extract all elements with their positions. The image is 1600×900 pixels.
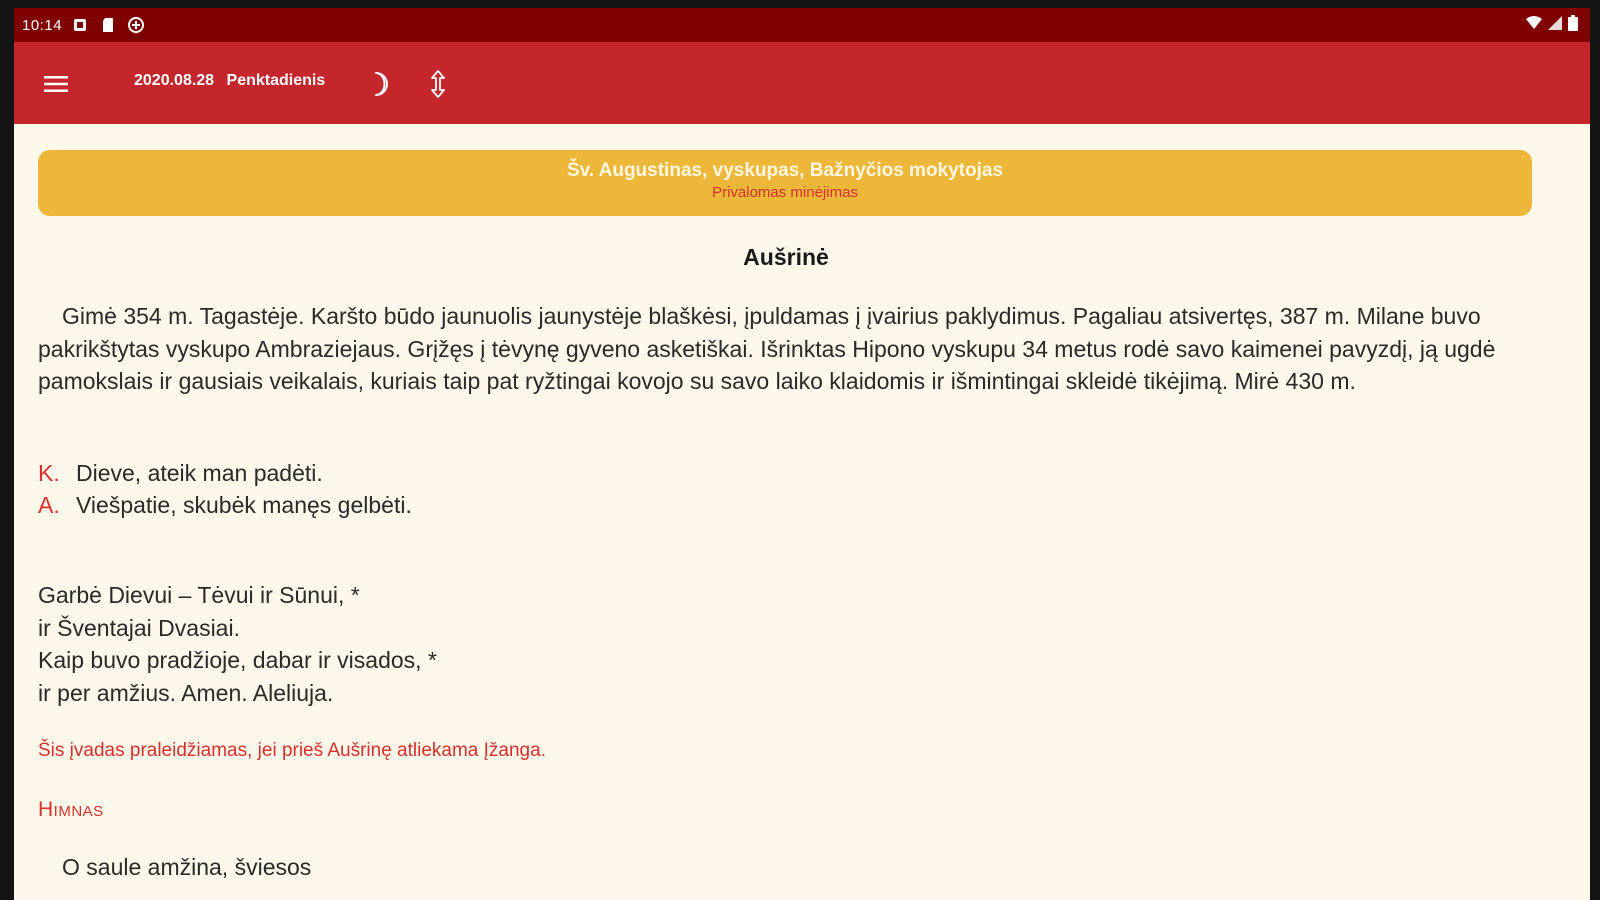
sync-icon [126, 15, 146, 35]
response-line [38, 492, 412, 519]
feast-title: Šv. Augustinas, vyskupas, Bažnyčios mokytojas [566, 160, 1004, 181]
signal-icon [1548, 16, 1562, 34]
weekday-value: Penktadienis [226, 72, 326, 89]
night-mode-button[interactable] [362, 64, 402, 104]
hamburger-menu-icon [44, 75, 68, 93]
battery-icon [1568, 15, 1578, 35]
sd-card-icon [98, 15, 118, 35]
status-bar [14, 8, 1590, 42]
doxology-line: ir Šventajai Dvasiai. [38, 614, 240, 641]
app-bar [14, 42, 1590, 124]
auto-scroll-button[interactable] [418, 64, 458, 104]
date-selector[interactable] [134, 72, 325, 90]
wifi-icon [1526, 16, 1542, 34]
feast-banner[interactable] [38, 150, 1532, 216]
prayer-content[interactable] [14, 124, 1590, 900]
feast-rank: Privalomas minėjimas [712, 184, 858, 201]
hour-title: Aušrinė [743, 244, 829, 270]
doxology-line: Kaip buvo pradžioje, dabar ir visados, * [38, 647, 437, 673]
saint-biography: Gimė 354 m. Tagastėje. Karšto būdo jaunuolis jaunystėje blaškėsi, įpuldamas į įvairius paklydimus. Pagaliau atsivertęs, 387 m. Milane buvo pakrikštytas vyskupo Ambraziejaus. Grįžęs į tėvynę gyveno asketiškai. Išrinktas Hipono vyskupu 34 metus rodė savo kaimenei pavyzdį, ją ugdė pamokslais ir gausiais veikalais, kuriais taip pat ryžtingai kovojo su savo laiko klaidomis ir išmintingai skleidė tikėjimą. Mirė 430 m. [38, 303, 1496, 394]
doxology-line: Garbė Dievui – Tėvui ir Sūnui, * [38, 582, 360, 608]
response-mark: A. [38, 492, 60, 518]
hymn-heading: Himnas [38, 798, 104, 821]
date-value: 2020.08.28 [134, 72, 215, 89]
moon-icon [371, 71, 393, 97]
vertical-arrows-icon [430, 70, 446, 98]
versicle-mark: K. [38, 460, 60, 486]
versicle-text: Dieve, ateik man padėti. [76, 460, 323, 486]
versicle-line [38, 460, 323, 487]
status-right-icons [1526, 15, 1578, 35]
doxology-line: ir per amžius. Amen. Aleliuja. [38, 679, 334, 706]
status-time: 10:14 [22, 16, 63, 34]
app-screen [14, 8, 1590, 900]
doxology [38, 579, 437, 709]
response-text: Viešpatie, skubėk manęs gelbėti. [76, 492, 412, 518]
hymn-first-line: O saule amžina, šviesos [62, 854, 312, 880]
rubric-note: Šis įvadas praleidžiamas, jei prieš Aušrinę atliekama Įžanga. [38, 740, 546, 761]
notification-icon [70, 15, 90, 35]
menu-button[interactable] [36, 64, 76, 104]
